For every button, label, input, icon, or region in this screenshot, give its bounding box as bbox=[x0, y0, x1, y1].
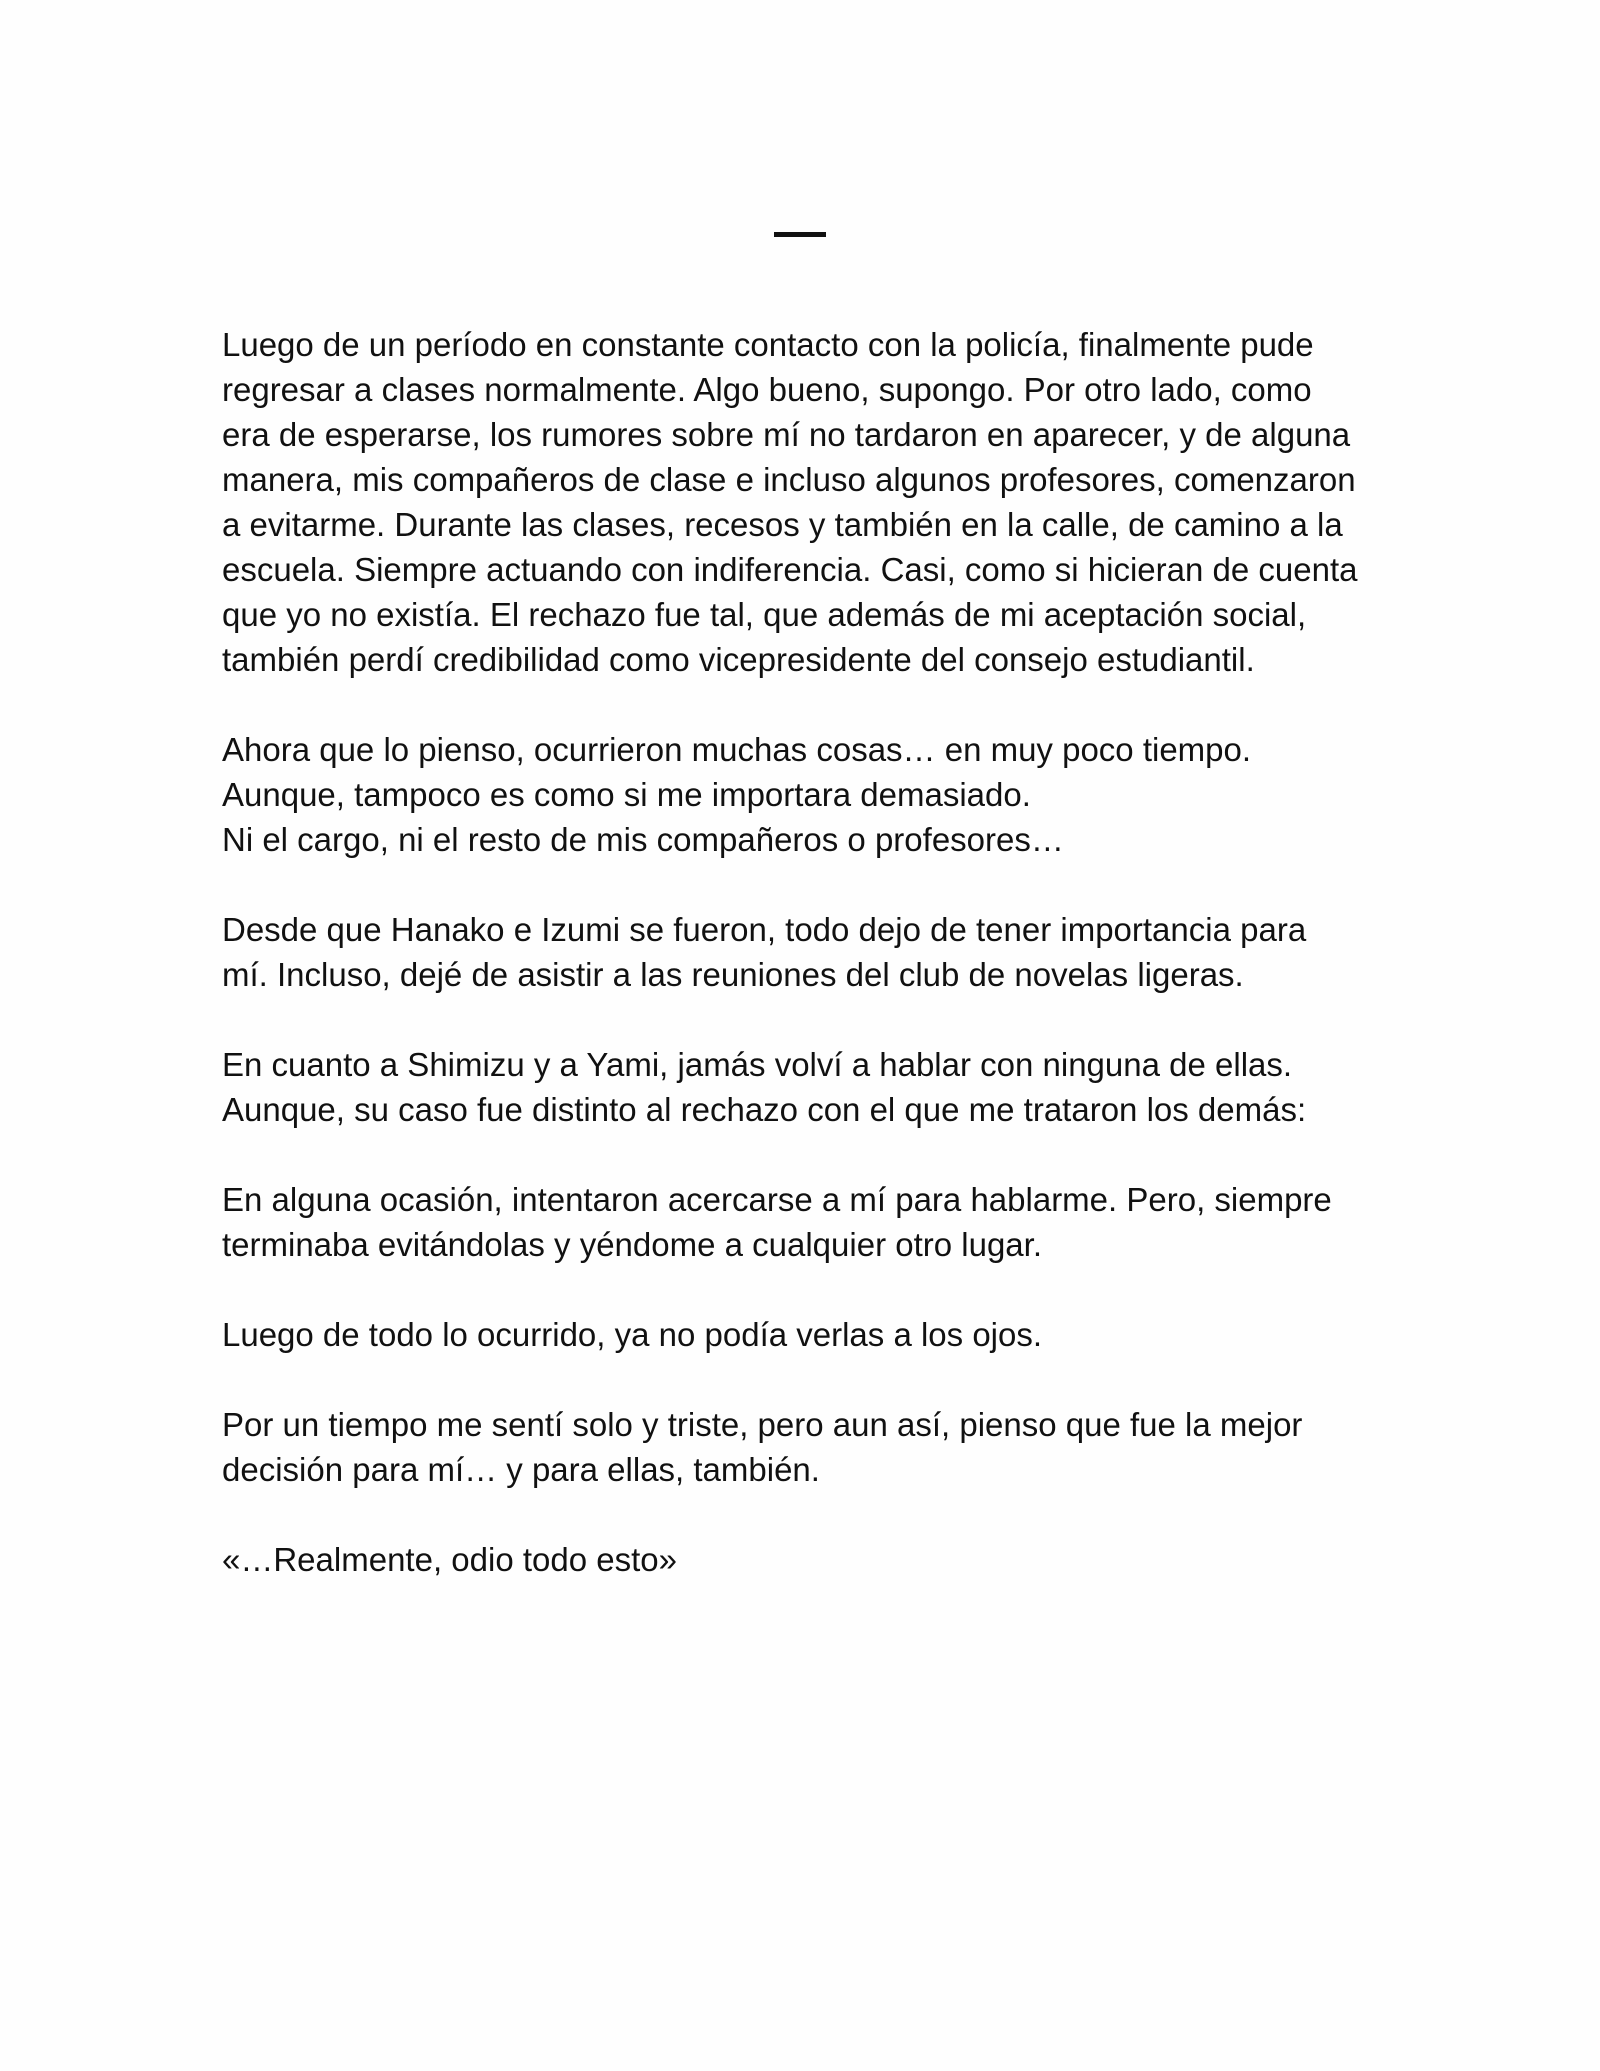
text-line: Luego de un período en constante contacto con la policía, finalmente pude bbox=[222, 326, 1314, 363]
paragraph bbox=[222, 1042, 1382, 1132]
text-line: Luego de todo lo ocurrido, ya no podía verlas a los ojos. bbox=[222, 1316, 1043, 1353]
text-line: Ahora que lo pienso, ocurrieron muchas cosas… en muy poco tiempo. bbox=[222, 731, 1252, 768]
text-line: regresar a clases normalmente. Algo bueno, supongo. Por otro lado, como bbox=[222, 371, 1312, 408]
text-line: terminaba evitándolas y yéndome a cualquier otro lugar. bbox=[222, 1226, 1042, 1263]
text-line: que yo no existía. El rechazo fue tal, que además de mi aceptación social, bbox=[222, 596, 1307, 633]
text-line: En cuanto a Shimizu y a Yami, jamás volví a hablar con ninguna de ellas. bbox=[222, 1046, 1293, 1083]
text-line: mí. Incluso, dejé de asistir a las reuniones del club de novelas ligeras. bbox=[222, 956, 1244, 993]
text-line: «…Realmente, odio todo esto» bbox=[222, 1541, 677, 1578]
paragraph bbox=[222, 907, 1382, 997]
text-line: era de esperarse, los rumores sobre mí no tardaron en aparecer, y de alguna bbox=[222, 416, 1351, 453]
paragraph bbox=[222, 1312, 1382, 1357]
text-line: a evitarme. Durante las clases, recesos y también en la calle, de camino a la bbox=[222, 506, 1343, 543]
paragraph bbox=[222, 727, 1382, 862]
text-line: escuela. Siempre actuando con indiferencia. Casi, como si hicieran de cuenta bbox=[222, 551, 1358, 588]
text-line: decisión para mí… y para ellas, también. bbox=[222, 1451, 820, 1488]
paragraph bbox=[222, 1177, 1382, 1267]
paragraph bbox=[222, 322, 1382, 682]
text-line: Aunque, su caso fue distinto al rechazo con el que me trataron los demás: bbox=[222, 1091, 1307, 1128]
text-line: Ni el cargo, ni el resto de mis compañeros o profesores… bbox=[222, 821, 1064, 858]
body-text bbox=[222, 322, 1382, 1627]
paragraph bbox=[222, 1537, 1382, 1582]
scene-break-dash bbox=[774, 232, 826, 237]
text-line: Aunque, tampoco es como si me importara demasiado. bbox=[222, 776, 1031, 813]
text-line: Por un tiempo me sentí solo y triste, pero aun así, pienso que fue la mejor bbox=[222, 1406, 1303, 1443]
text-line: también perdí credibilidad como vicepresidente del consejo estudiantil. bbox=[222, 641, 1255, 678]
text-line: En alguna ocasión, intentaron acercarse a mí para hablarme. Pero, siempre bbox=[222, 1181, 1332, 1218]
text-line: Desde que Hanako e Izumi se fueron, todo dejo de tener importancia para bbox=[222, 911, 1307, 948]
paragraph bbox=[222, 1402, 1382, 1492]
text-line: manera, mis compañeros de clase e incluso algunos profesores, comenzaron bbox=[222, 461, 1356, 498]
